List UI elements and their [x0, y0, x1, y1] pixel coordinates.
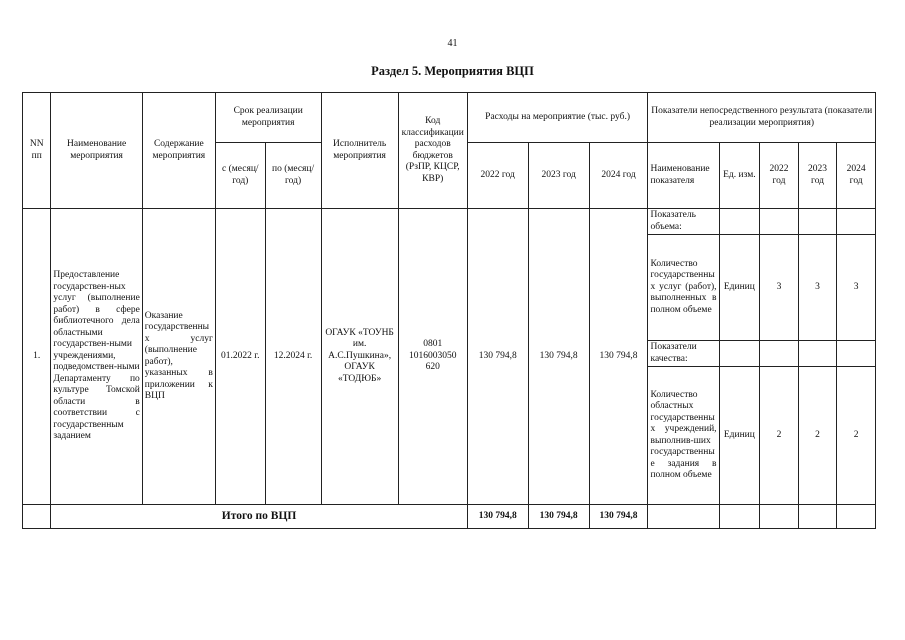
empty-cell	[798, 505, 837, 529]
table-row	[23, 209, 876, 235]
row-exp-2023: 130 794,8	[528, 209, 589, 505]
indicator-1-2023: 3	[798, 235, 837, 341]
indicator-2-2023: 2	[798, 367, 837, 505]
page-number: 41	[447, 38, 458, 49]
header-name: Наименование мероприятия	[51, 93, 142, 209]
header-exp-2022: 2022 год	[467, 143, 528, 209]
indicator-2-name: Количество областных государственных учреждений, выполнив-ших государственные задания в полном объеме	[648, 367, 719, 505]
row-nn: 1.	[23, 209, 51, 505]
empty-cell	[798, 341, 837, 367]
row-period-to: 12.2024 г.	[265, 209, 321, 505]
header-content: Содержание мероприятия	[142, 93, 215, 209]
row-code: 0801 1016003050 620	[398, 209, 467, 505]
header-results: Показатели непосредственного результата (показатели реализации мероприятия)	[648, 93, 876, 143]
indicator-group-quality: Показатели качества:	[648, 341, 719, 367]
empty-cell	[719, 341, 760, 367]
total-row	[23, 505, 876, 529]
header-row-1	[23, 93, 876, 143]
empty-cell	[648, 505, 719, 529]
header-ind-2023: 2023 год	[798, 143, 837, 209]
row-name: Предоставление государствен-ных услуг (выполнение работ) в сфере библиотечного дела областными государствен-ными учреждениями, подведомствен-ными Департаменту по культуре Томской области в соответствии с государственным заданием	[51, 209, 142, 505]
empty-cell	[760, 341, 799, 367]
indicator-1-unit: Единиц	[719, 235, 760, 341]
header-period-from: с (месяц/год)	[215, 143, 265, 209]
indicator-group-volume: Показатель объема:	[648, 209, 719, 235]
total-exp-2024: 130 794,8	[589, 505, 648, 529]
row-content: Оказание государственных услуг (выполнение работ), указанных в приложении к ВЦП	[142, 209, 215, 505]
indicator-1-2022: 3	[760, 235, 799, 341]
header-expenses: Расходы на мероприятие (тыс. руб.)	[467, 93, 648, 143]
empty-cell	[760, 505, 799, 529]
total-exp-2023: 130 794,8	[528, 505, 589, 529]
empty-cell	[719, 505, 760, 529]
header-exp-2024: 2024 год	[589, 143, 648, 209]
header-executor: Исполнитель мероприятия	[321, 93, 398, 209]
indicator-2-unit: Единиц	[719, 367, 760, 505]
empty-cell	[760, 209, 799, 235]
header-exp-2023: 2023 год	[528, 143, 589, 209]
header-period-to: по (месяц/год)	[265, 143, 321, 209]
empty-cell	[23, 505, 51, 529]
empty-cell	[837, 505, 876, 529]
indicator-1-name: Количество государственных услуг (работ), выполненных в полном объеме	[648, 235, 719, 341]
row-exp-2024: 130 794,8	[589, 209, 648, 505]
activities-table	[22, 92, 876, 529]
header-period: Срок реализации мероприятия	[215, 93, 321, 143]
indicator-2-2022: 2	[760, 367, 799, 505]
header-ind-2022: 2022 год	[760, 143, 799, 209]
header-indicator-name: Наименование показателя	[648, 143, 719, 209]
row-period-from: 01.2022 г.	[215, 209, 265, 505]
total-exp-2022: 130 794,8	[467, 505, 528, 529]
section-title: Раздел 5. Мероприятия ВЦП	[371, 64, 534, 78]
header-code: Код классификации расходов бюджетов (РзПР, КЦСР, КВР)	[398, 93, 467, 209]
total-label: Итого по ВЦП	[51, 505, 467, 529]
indicator-2-2024: 2	[837, 367, 876, 505]
row-exp-2022: 130 794,8	[467, 209, 528, 505]
empty-cell	[837, 209, 876, 235]
empty-cell	[798, 209, 837, 235]
empty-cell	[837, 341, 876, 367]
indicator-1-2024: 3	[837, 235, 876, 341]
header-ind-2024: 2024 год	[837, 143, 876, 209]
empty-cell	[719, 209, 760, 235]
header-nn: NN пп	[23, 93, 51, 209]
header-indicator-unit: Ед. изм.	[719, 143, 760, 209]
row-executor: ОГАУК «ТОУНБ им. А.С.Пушкина», ОГАУК «ТОДЮБ»	[321, 209, 398, 505]
